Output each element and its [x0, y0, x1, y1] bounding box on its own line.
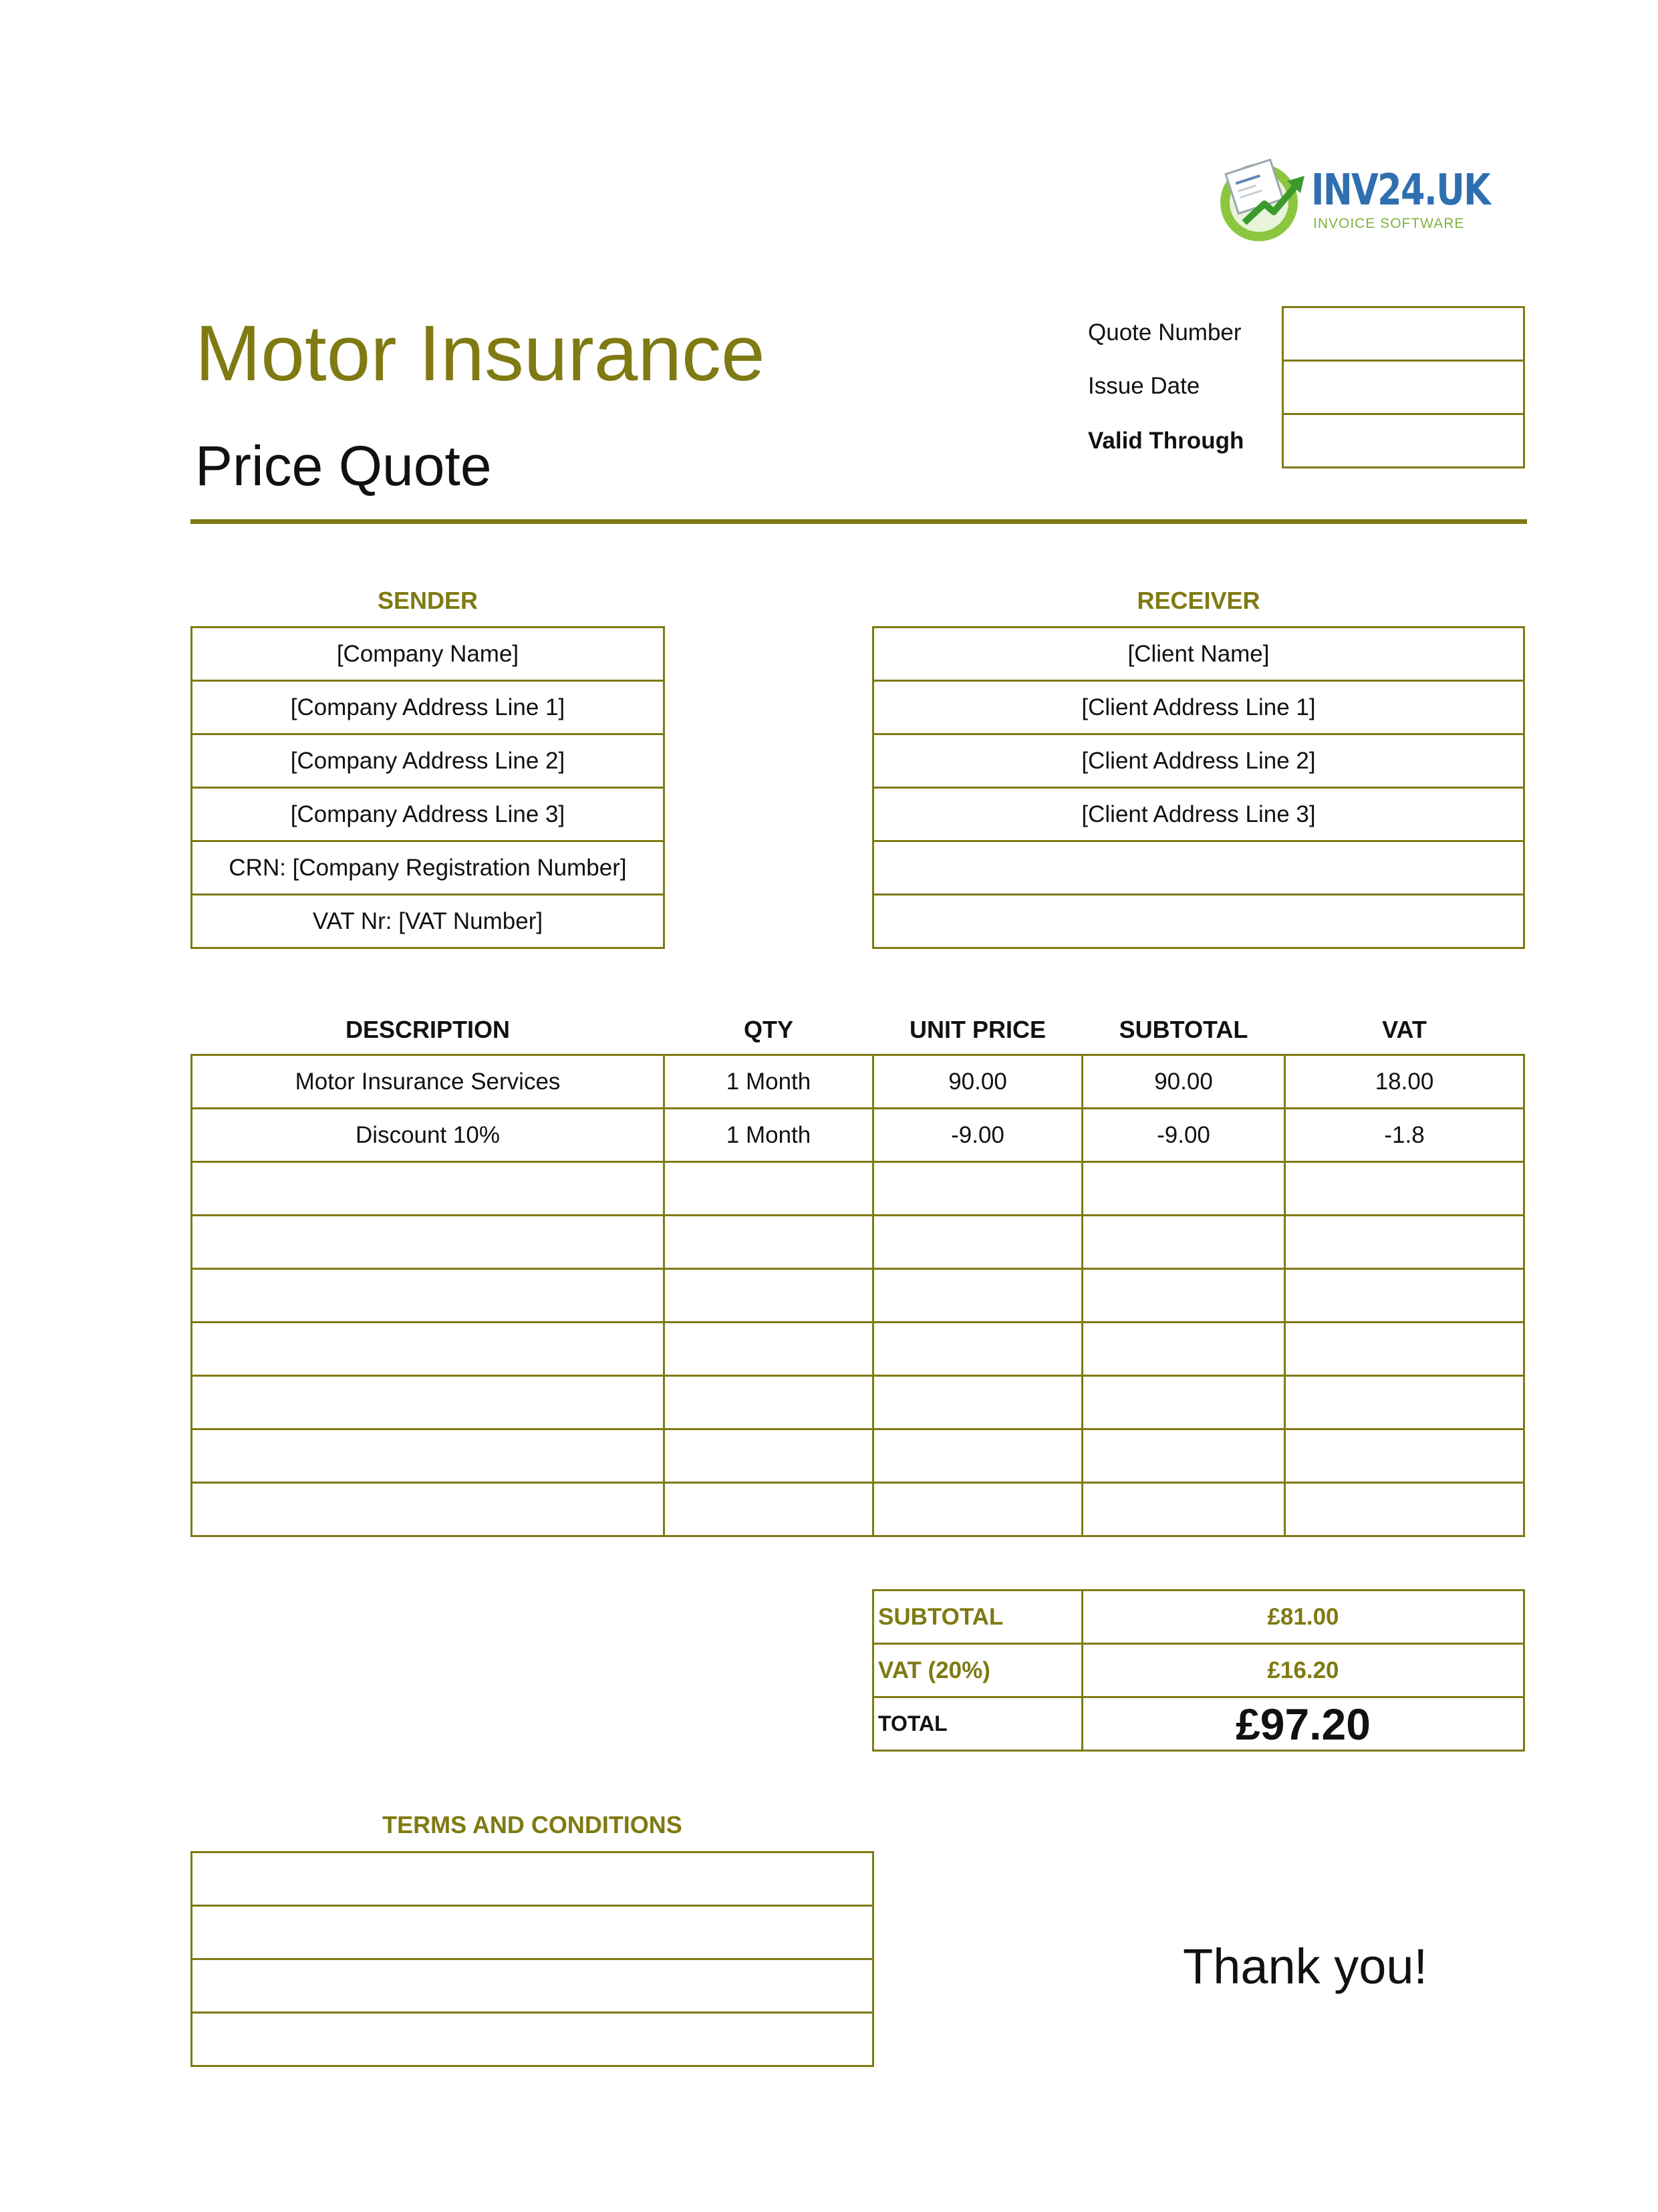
- item-subtotal-cell[interactable]: [1081, 1321, 1286, 1377]
- item-description-cell[interactable]: [190, 1482, 665, 1537]
- issue-date-label: Issue Date: [1088, 373, 1200, 399]
- item-qty-cell[interactable]: [663, 1428, 874, 1484]
- item-unit-price-cell[interactable]: [872, 1375, 1083, 1430]
- col-vat: VAT: [1382, 1016, 1427, 1043]
- item-vat-cell[interactable]: [1284, 1428, 1525, 1484]
- item-vat-cell[interactable]: [1284, 1321, 1525, 1377]
- sender-address-line-3[interactable]: [Company Address Line 3]: [190, 787, 665, 842]
- sender-heading: SENDER: [377, 587, 478, 614]
- item-description-cell[interactable]: [190, 1375, 665, 1430]
- item-unit-price-cell[interactable]: [872, 1161, 1083, 1216]
- receiver-heading: RECEIVER: [1137, 587, 1260, 614]
- receiver-extra-line-1[interactable]: [872, 840, 1525, 895]
- logo-badge-icon: [1218, 150, 1318, 244]
- item-vat-cell[interactable]: [1284, 1482, 1525, 1537]
- issue-date-field[interactable]: [1282, 360, 1525, 415]
- receiver-address-line-3[interactable]: [Client Address Line 3]: [872, 787, 1525, 842]
- item-description-cell[interactable]: [190, 1268, 665, 1323]
- receiver-client-name[interactable]: [Client Name]: [872, 626, 1525, 682]
- item-unit-price-cell[interactable]: 90.00: [872, 1054, 1083, 1109]
- item-unit-price-cell[interactable]: -9.00: [872, 1107, 1083, 1163]
- sender-crn[interactable]: CRN: [Company Registration Number]: [190, 840, 665, 895]
- item-vat-cell[interactable]: -1.8: [1284, 1107, 1525, 1163]
- sender-vat-number[interactable]: VAT Nr: [VAT Number]: [190, 893, 665, 949]
- item-description-cell[interactable]: [190, 1214, 665, 1270]
- item-qty-cell[interactable]: [663, 1161, 874, 1216]
- terms-line-4[interactable]: [190, 2012, 874, 2067]
- col-subtotal: SUBTOTAL: [1119, 1016, 1248, 1043]
- receiver-extra-line-2[interactable]: [872, 893, 1525, 949]
- item-qty-cell[interactable]: [663, 1482, 874, 1537]
- item-vat-cell[interactable]: [1284, 1161, 1525, 1216]
- item-unit-price-cell[interactable]: [872, 1428, 1083, 1484]
- item-vat-cell[interactable]: 18.00: [1284, 1054, 1525, 1109]
- sender-address-line-2[interactable]: [Company Address Line 2]: [190, 733, 665, 789]
- item-subtotal-cell[interactable]: [1081, 1268, 1286, 1323]
- terms-line-3[interactable]: [190, 1958, 874, 2014]
- quote-number-label: Quote Number: [1088, 319, 1242, 345]
- item-subtotal-cell[interactable]: [1081, 1375, 1286, 1430]
- item-vat-cell[interactable]: [1284, 1268, 1525, 1323]
- valid-through-label: Valid Through: [1088, 428, 1244, 454]
- header-divider: [190, 519, 1527, 524]
- receiver-address-line-2[interactable]: [Client Address Line 2]: [872, 733, 1525, 789]
- receiver-address-line-1[interactable]: [Client Address Line 1]: [872, 680, 1525, 735]
- item-subtotal-cell[interactable]: [1081, 1428, 1286, 1484]
- terms-heading: TERMS AND CONDITIONS: [382, 1811, 682, 1838]
- item-subtotal-cell[interactable]: [1081, 1214, 1286, 1270]
- quote-number-field[interactable]: [1282, 306, 1525, 362]
- item-unit-price-cell[interactable]: [872, 1268, 1083, 1323]
- subtotal-label: SUBTOTAL: [872, 1589, 1083, 1645]
- subtotal-value: £81.00: [1081, 1589, 1525, 1645]
- valid-through-field[interactable]: [1282, 413, 1525, 468]
- item-vat-cell[interactable]: [1284, 1375, 1525, 1430]
- vat-label: VAT (20%): [872, 1643, 1083, 1698]
- brand-tagline: INVOICE SOFTWARE: [1313, 216, 1465, 231]
- item-unit-price-cell[interactable]: [872, 1214, 1083, 1270]
- brand-name: INV24.UK: [1311, 166, 1490, 215]
- item-unit-price-cell[interactable]: [872, 1321, 1083, 1377]
- document-title: Motor Insurance: [195, 309, 765, 398]
- col-qty: QTY: [743, 1016, 793, 1043]
- total-label: TOTAL: [872, 1696, 1083, 1752]
- item-description-cell[interactable]: [190, 1161, 665, 1216]
- item-subtotal-cell[interactable]: 90.00: [1081, 1054, 1286, 1109]
- item-description-cell[interactable]: Discount 10%: [190, 1107, 665, 1163]
- item-subtotal-cell[interactable]: [1081, 1161, 1286, 1216]
- sender-address-line-1[interactable]: [Company Address Line 1]: [190, 680, 665, 735]
- item-qty-cell[interactable]: [663, 1375, 874, 1430]
- col-unit-price: UNIT PRICE: [909, 1016, 1046, 1043]
- thank-you-note: Thank you!: [1183, 1939, 1428, 1994]
- item-description-cell[interactable]: [190, 1321, 665, 1377]
- total-value: £97.20: [1081, 1696, 1525, 1752]
- col-description: DESCRIPTION: [345, 1016, 511, 1043]
- terms-line-2[interactable]: [190, 1905, 874, 1960]
- item-description-cell[interactable]: [190, 1428, 665, 1484]
- item-subtotal-cell[interactable]: [1081, 1482, 1286, 1537]
- sender-company-name[interactable]: [Company Name]: [190, 626, 665, 682]
- item-qty-cell[interactable]: [663, 1214, 874, 1270]
- vat-value: £16.20: [1081, 1643, 1525, 1698]
- terms-line-1[interactable]: [190, 1851, 874, 1907]
- item-qty-cell[interactable]: [663, 1321, 874, 1377]
- item-vat-cell[interactable]: [1284, 1214, 1525, 1270]
- item-qty-cell[interactable]: [663, 1268, 874, 1323]
- document-subtitle: Price Quote: [195, 434, 492, 497]
- item-qty-cell[interactable]: 1 Month: [663, 1107, 874, 1163]
- item-qty-cell[interactable]: 1 Month: [663, 1054, 874, 1109]
- item-description-cell[interactable]: Motor Insurance Services: [190, 1054, 665, 1109]
- item-subtotal-cell[interactable]: -9.00: [1081, 1107, 1286, 1163]
- item-unit-price-cell[interactable]: [872, 1482, 1083, 1537]
